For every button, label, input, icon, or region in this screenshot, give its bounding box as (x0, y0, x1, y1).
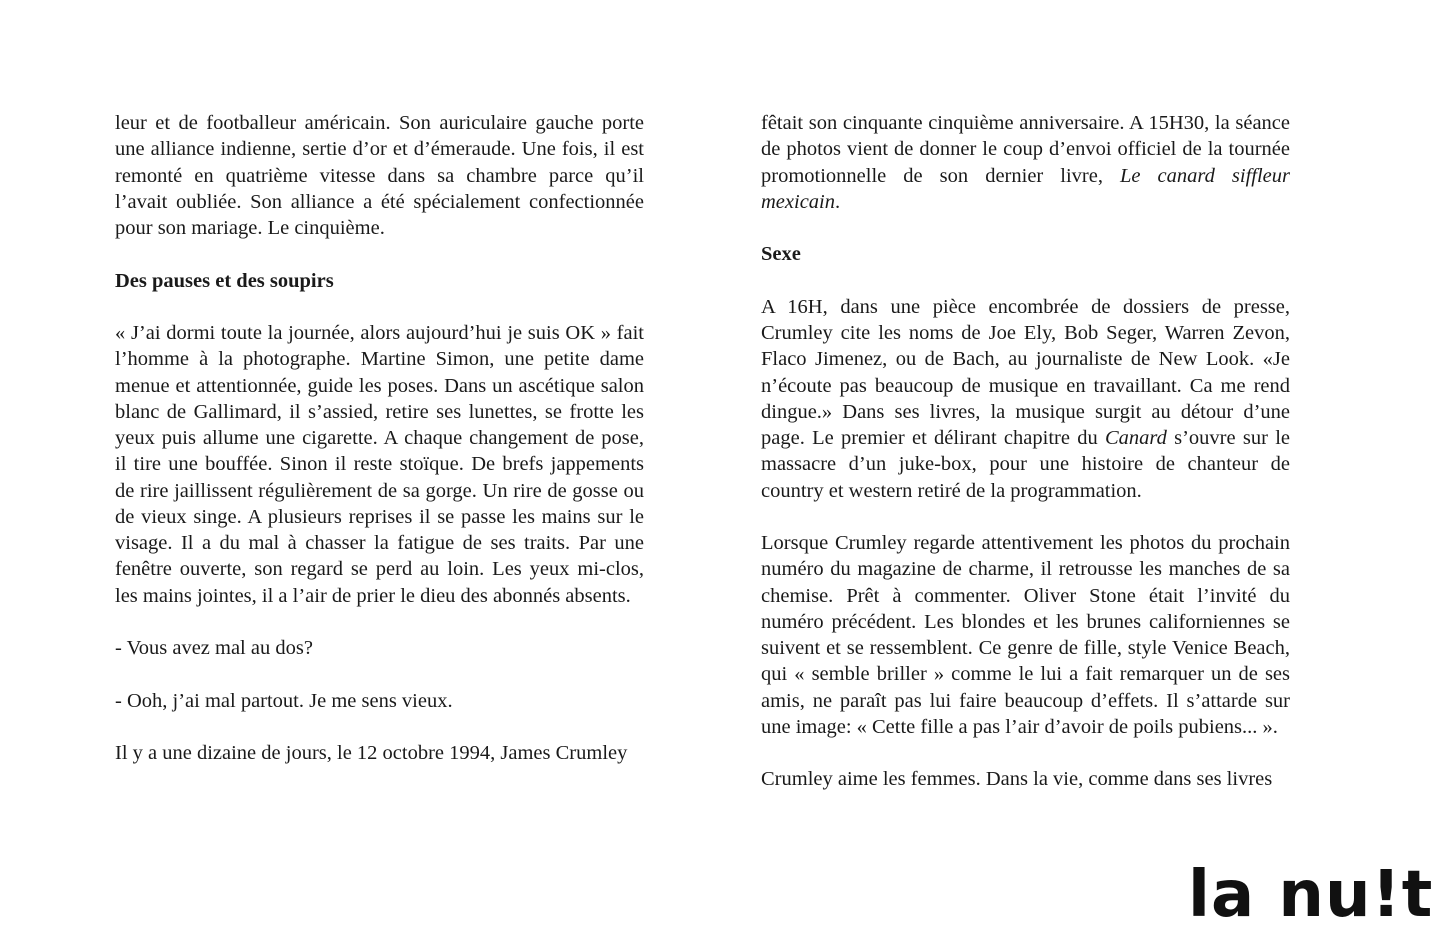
section-heading-pauses: Des pauses et des soupirs (115, 269, 334, 292)
section-heading-sexe: Sexe (761, 243, 801, 266)
paragraph-photo-session: « J’ai dormi toute la journée, alors aujourd’hui je suis OK » fait l’homme à la photographe. Martine Simon, une petite dame menue et attentionnée, guide les poses. Dans un ascétique salon blanc de Gallimard, il s’assied, retire ses lunettes, se frotte les yeux puis allume une cigarette. A chaque changement de pose, il tire une bouffée. Sinon il reste stoïque. De brefs jappements de rire jaillissent régulièrement de sa gorge. Un rire de gosse ou de vieux singe. A plusieurs reprises il se passe les mains sur le visage. Il a du mal à chasser la fatigue de ses traits. Par une fenêtre ouverte, son regard se perd au loin. Les yeux mi-clos, les mains jointes, il a l’air de prier le dieu des abonnés absents. (115, 322, 644, 607)
dialogue-question: - Vous avez mal au dos? (115, 637, 313, 659)
left-column (115, 110, 644, 766)
paragraph-women: Crumley aime les femmes. Dans la vie, comme dans ses livres (761, 768, 1273, 791)
book-title-short: Canard (1104, 427, 1167, 449)
dialogue-answer: - Ooh, j’ai mal partout. Je me sens vieux. (115, 689, 453, 712)
paragraph-text: fêtait son cinquante cinquième anniversaire. A 15H30, la séance de photos vient de donner le coup d’envoi officiel de la tournée promotionnelle de son dernier livre, (761, 112, 1290, 187)
brand-logo: la nu!t (1188, 858, 1433, 932)
paragraph-birthday-end (761, 110, 1290, 215)
paragraph-magazine: Lorsque Crumley regarde attentivement les photos du prochain numéro du magazine de charme, il retrousse les manches de sa chemise. Prêt à commenter. Oliver Stone était l’invité du numéro précédent. Les blondes et les brunes californiennes se suivent et se ressemblent. Ce genre de fille, style Venice Beach, qui « semble briller » comme le lui a fait remarquer un de ses amis, ne paraît pas lui faire beaucoup d’effets. Il s’attarde sur une image: « Cette fille a pas l’air d’avoir de poils pubiens... ». (761, 532, 1290, 738)
book-title: Le canard siffleur mexicain (761, 164, 1290, 213)
paragraph-text-end: s’ouvre sur le massacre d’un juke-box, pour une histoire de chanteur de country et western retiré de la programmation. (761, 427, 1290, 502)
paragraph-text-end: . (835, 190, 841, 213)
right-column (761, 110, 1290, 793)
paragraph-music (761, 294, 1290, 504)
paragraph-text: A 16H, dans une pièce encombrée de dossiers de presse, Crumley cite les noms de Joe Ely, Bob Seger, Warren Zevon, Flaco Jimenez, ou de Bach, au journaliste de New Look. «Je n’écoute pas beaucoup de musique en travaillant. Ca me rend dingue.» Dans ses livres, la musique surgit au détour d’une page. Le premier et délirant chapitre du (761, 295, 1290, 449)
paragraph-football: leur et de footballeur américain. Son auriculaire gauche porte une alliance indienne, sertie d’or et d’émeraude. Une fois, il est remonté en quatrième vitesse dans sa chambre parce qu’il l’avait oubliée. Son alliance a été spécialement confectionnée pour son mariage. Le cinquième. (115, 112, 644, 239)
paragraph-birthday-start: Il y a une dizaine de jours, le 12 octobre 1994, James Crumley (115, 742, 628, 764)
